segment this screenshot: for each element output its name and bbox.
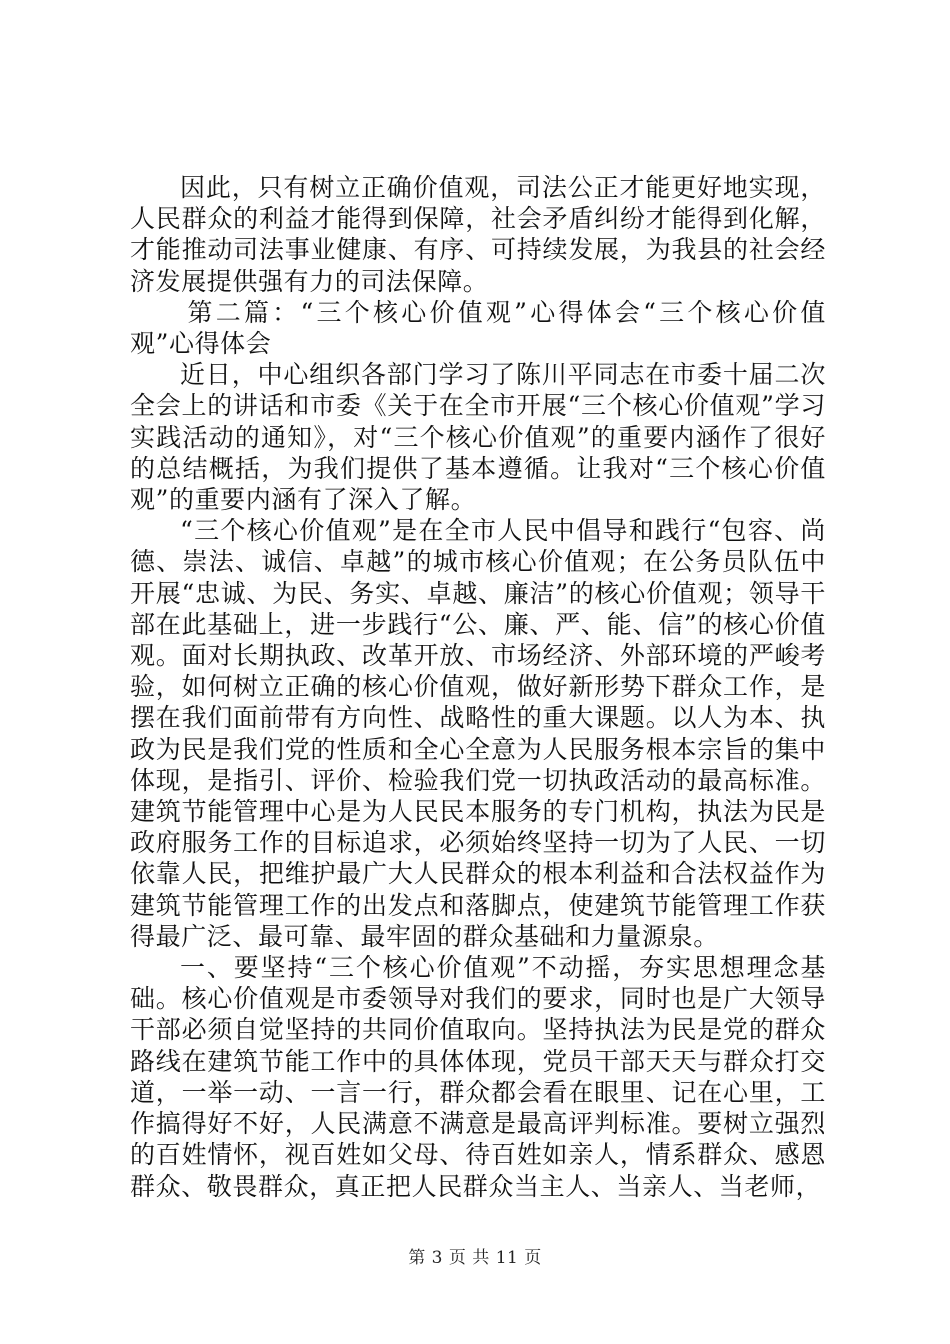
page-number-footer: 第 3 页 共 11 页 [408, 1248, 542, 1268]
paragraph-core-values: “三个核心价值观”是在全市人民中倡导和践行“包容、尚德、崇法、诚信、卓越”的城市核心价值观；在公务员队伍中开展“忠诚、为民、务实、卓越、廉洁”的核心价值观；领导干部在此基础上，进一步践行“公、廉、严、能、信”的核心价值观。面对长期执政、改革开放、市场经济、外部环境的严峻考验，如何树立正确的核心价值观，做好新形势下群众工作，是摆在我们面前带有方向性、战略性的重大课题。以人为本、执政为民是我们党的性质和全心全意为人民服务根本宗旨的集中体现，是指引、评价、检验我们党一切执政活动的最高标准。建筑节能管理中心是为人民民本服务的专门机构，执法为民是政府服务工作的目标追求，必须始终坚持一切为了人民、一切依靠人民，把维护最广大人民群众的根本利益和合法权益作为建筑节能管理工作的出发点和落脚点，使建筑节能管理工作获得最广泛、最可靠、最牢固的群众基础和力量源泉。 [130, 516, 826, 951]
paragraph-conclusion: 因此，只有树立正确价值观，司法公正才能更好地实现，人民群众的利益才能得到保障，社会矛盾纠纷才能得到化解，才能推动司法事业健康、有序、可持续发展，为我县的社会经济发展提供强有力的司法保障。 [130, 173, 826, 296]
paragraph-point-one: 一、要坚持“三个核心价值观”不动摇，夯实思想理念基础。核心价值观是市委领导对我们的要求，同时也是广大领导干部必须自觉坚持的共同价值取向。坚持执法为民是党的群众路线在建筑节能工作中的具体体现，党员干部天天与群众打交道，一举一动、一言一行，群众都会看在眼里、记在心里，工作搞得好不好，人民满意不满意是最高评判标准。要树立强烈的百姓情怀，视百姓如父母、待百姓如亲人，情系群众、感恩群众、敬畏群众，真正把人民群众当主人、当亲人、当老师， [130, 953, 826, 1201]
section-heading: 第二篇：“三个核心价值观”心得体会“三个核心价值观”心得体会 [130, 297, 826, 359]
paragraph-intro: 近日，中心组织各部门学习了陈川平同志在市委十届二次全会上的讲话和市委《关于在全市开展“三个核心价值观”学习实践活动的通知》，对“三个核心价值观”的重要内涵作了很好的总结概括，为我们提供了基本遵循。让我对“三个核心价值观”的重要内涵有了深入了解。 [130, 360, 826, 515]
document-body [130, 172, 826, 1202]
